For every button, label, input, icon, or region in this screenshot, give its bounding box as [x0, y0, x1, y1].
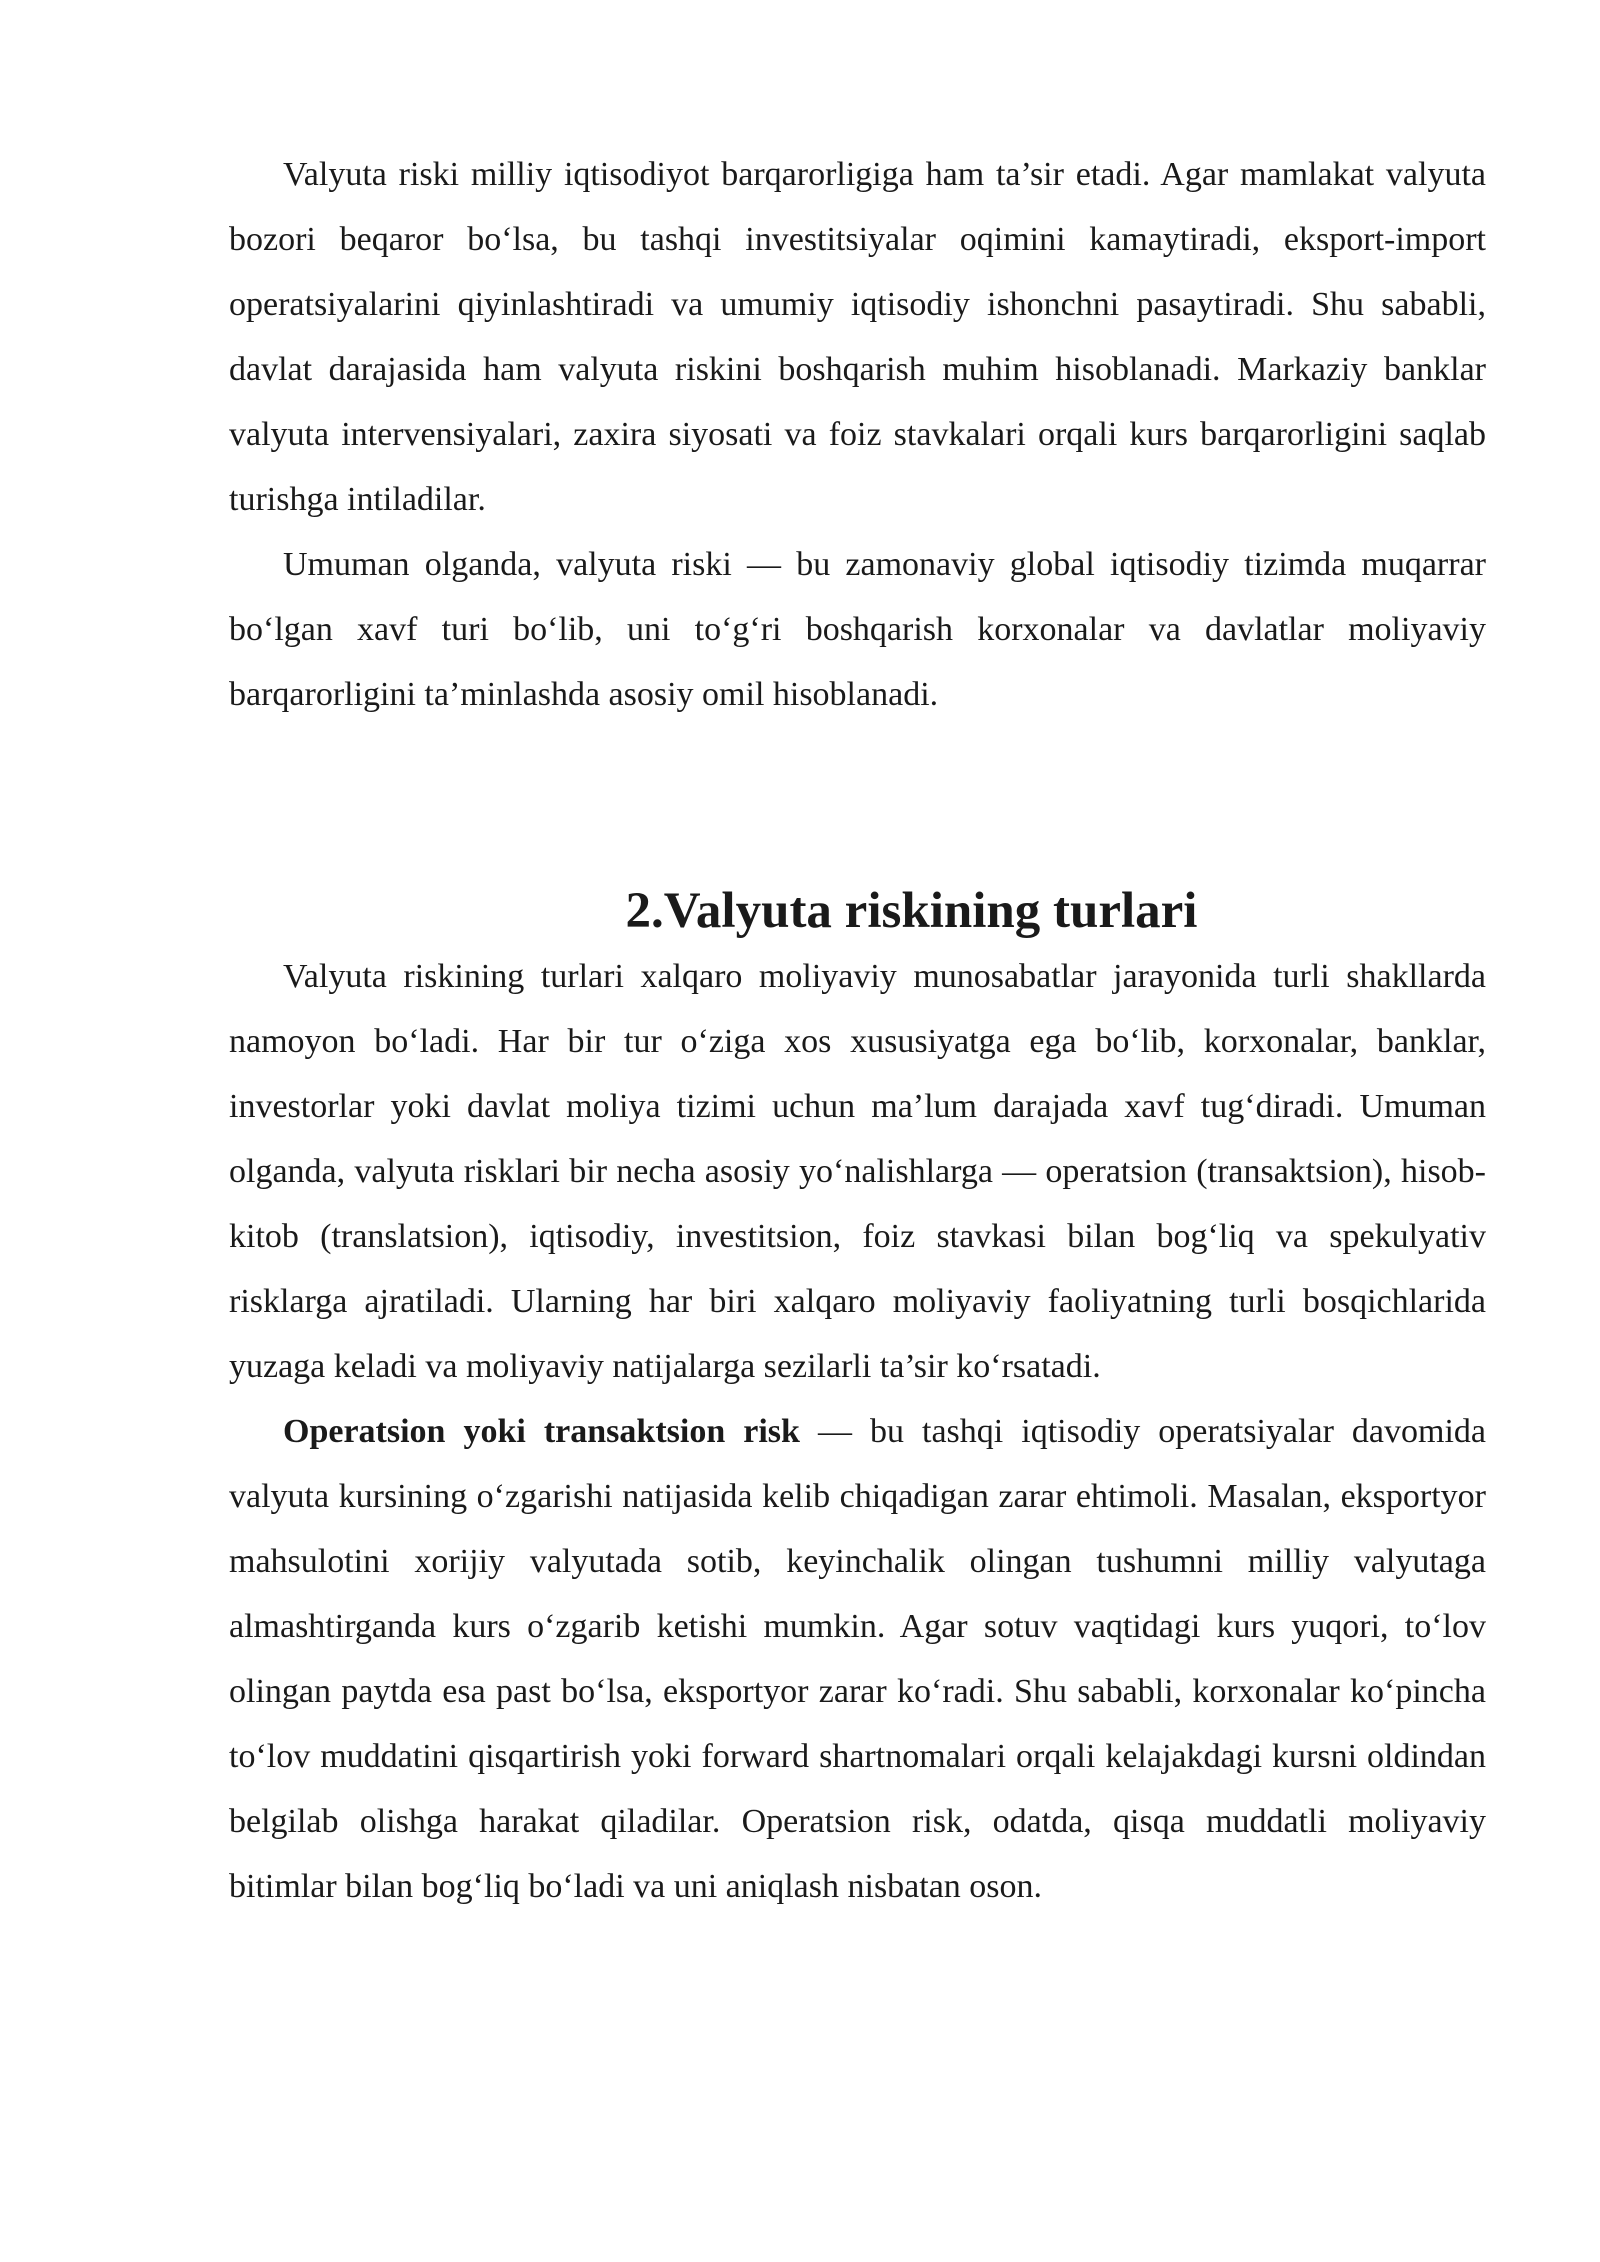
section-heading: 2.Valyuta riskining turlari [625, 883, 1198, 939]
paragraph-currency-risk-national-economy: Valyuta riski milliy iqtisodiyot barqarorligiga ham ta’sir etadi. Agar mamlakat valyuta bozori beqaror bo‘lsa, bu tashqi investitsiyalar oqimini kamaytiradi, eksport-import operatsiyalarini qiyinlashtiradi va umumiy iqtisodiy ishonchni pasaytiradi. Shu sababli, davlat darajasida ham valyuta riskini boshqarish muhim hisoblanadi. Markaziy banklar valyuta intervensiyalari, zaxira siyosati va foiz stavkalari orqali kurs barqarorligini saqlab turishga intiladilar. [229, 156, 1486, 518]
operational-risk-text: — bu tashqi iqtisodiy operatsiyalar davomida valyuta kursining o‘zgarishi natijasida kelib chiqadigan zarar ehtimoli. Masalan, eksportyor mahsulotini xorijiy valyutada sotib, keyinchalik olingan tushumni milliy valyutaga almashtirganda kurs o‘zgarib ketishi mumkin. Agar sotuv vaqtidagi kurs yuqori, to‘lov olingan paytda esa past bo‘lsa, eksportyor zarar ko‘radi. Shu sababli, korxonalar ko‘pincha to‘lov muddatini qisqartirish yoki forward shartnomalari orqali kelajakdagi kursni oldindan belgilab olishga harakat qiladilar. Operatsion risk, odatda, qisqa muddatli moliyaviy bitimlar bilan bog‘liq bo‘ladi va uni aniqlash nisbatan oson. [229, 1413, 1486, 1905]
paragraph-currency-risk-summary: Umuman olganda, valyuta riski — bu zamonaviy global iqtisodiy tizimda muqarrar bo‘lgan xavf turi bo‘lib, uni to‘g‘ri boshqarish korxonalar va davlatlar moliyaviy barqarorligini ta’minlashda asosiy omil hisoblanadi. [229, 546, 1486, 713]
section-gap [229, 727, 1486, 879]
operational-risk-term: Operatsion yoki transaktsion risk [283, 1413, 800, 1450]
text-column [229, 142, 1486, 1919]
paragraph-risk-types-overview: Valyuta riskining turlari xalqaro moliyaviy munosabatlar jarayonida turli shakllarda namoyon bo‘ladi. Har bir tur o‘ziga xos xususiyatga ega bo‘lib, korxonalar, banklar, investorlar yoki davlat moliya tizimi uchun ma’lum darajada xavf tug‘diradi. Umuman olganda, valyuta risklari bir necha asosiy yo‘nalishlarga — operatsion (transaktsion), hisob-kitob (translatsion), iqtisodiy, investitsion, foiz stavkasi bilan bog‘liq va spekulyativ risklarga ajratiladi. Ularning har biri xalqaro moliyaviy faoliyatning turli bosqichlarida yuzaga keladi va moliyaviy natijalarga sezilarli ta’sir ko‘rsatadi. [229, 958, 1486, 1385]
paragraph-operational-risk [229, 1399, 1486, 1919]
